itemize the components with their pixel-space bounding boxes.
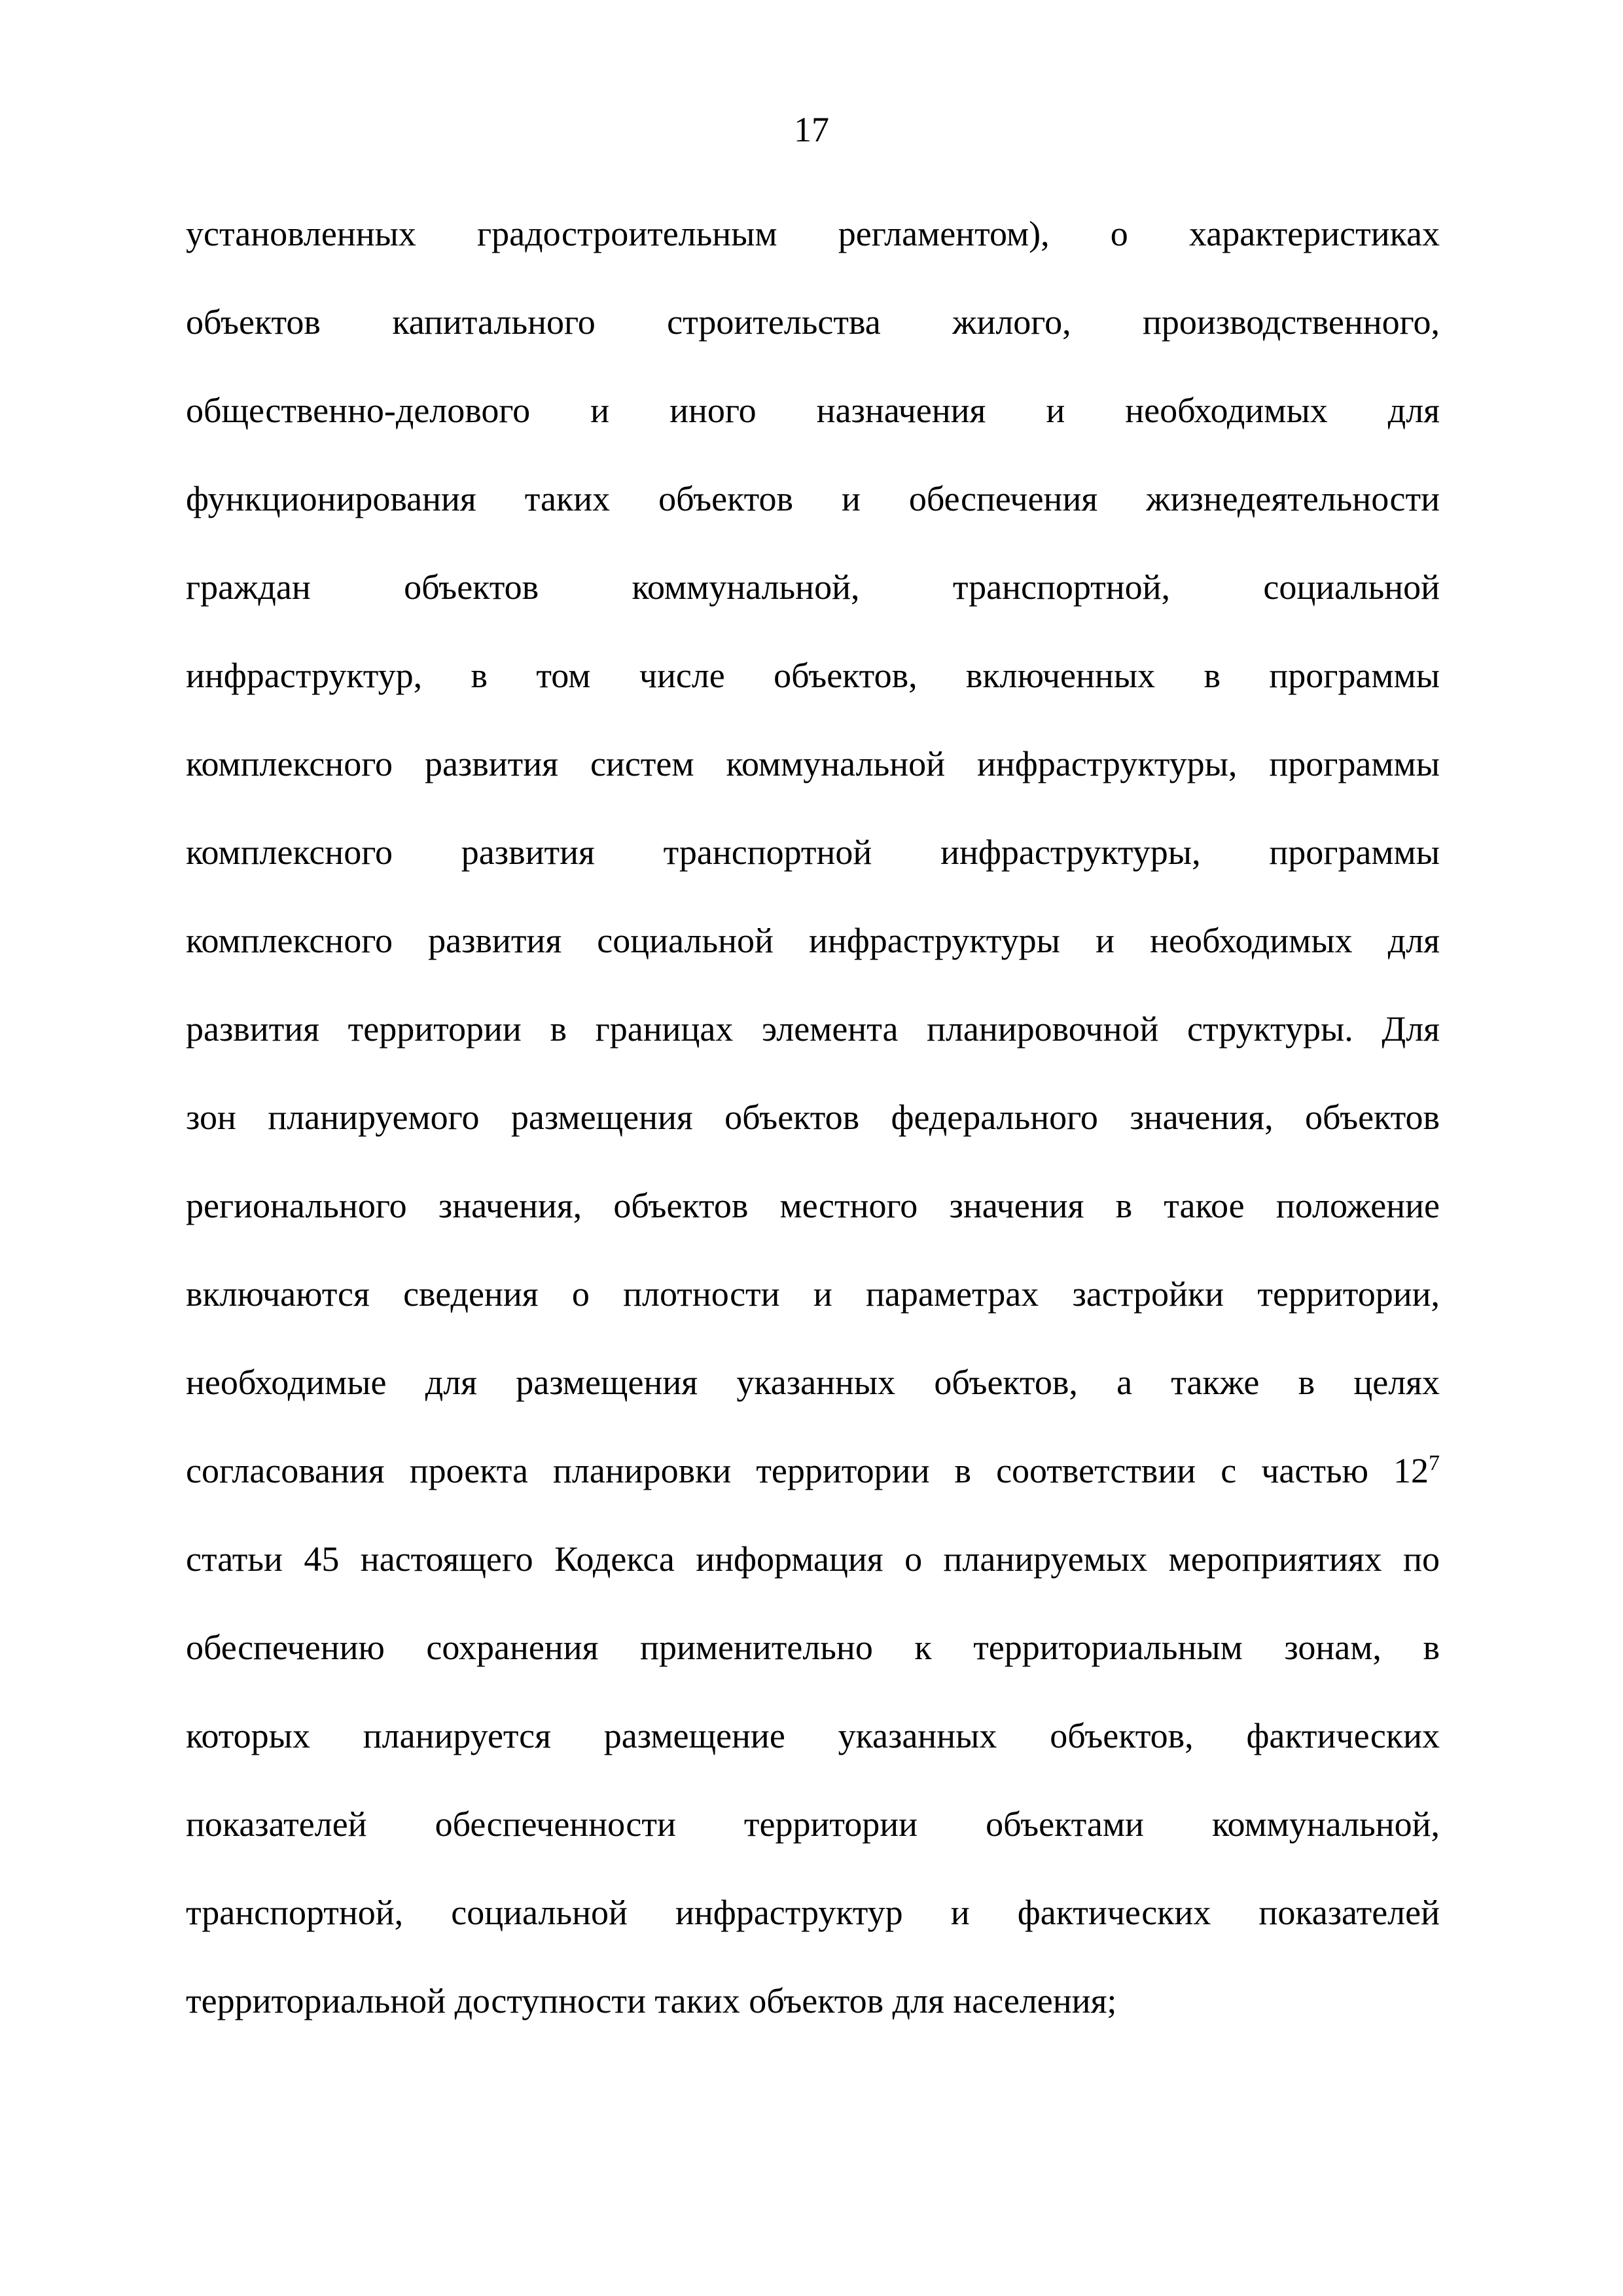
- page-number: 17: [794, 110, 829, 149]
- text-line-8: комплексного развития транспортной инфраструктуры, программы: [186, 833, 1440, 872]
- text-line-2: объектов капитального строительства жилого, производственного,: [186, 302, 1440, 342]
- body-text: [186, 190, 1440, 2045]
- superscript: 7: [1429, 1451, 1440, 1475]
- text-line-19: показателей обеспеченности территории объектами коммунальной,: [186, 1804, 1440, 1844]
- text-line-4: функционирования таких объектов и обеспечения жизнедеятельности: [186, 479, 1440, 518]
- text-line-12: регионального значения, объектов местного значения в такое положение: [186, 1186, 1440, 1225]
- text-line-10: развития территории в границах элемента планировочной структуры. Для: [186, 1009, 1440, 1049]
- text-line-14: необходимые для размещения указанных объектов, а также в целях: [186, 1363, 1440, 1402]
- text-line-15: [186, 1427, 1440, 1515]
- text-line-15-main: согласования проекта планировки территории в соответствии с частью 12: [186, 1451, 1429, 1490]
- text-line-5: граждан объектов коммунальной, транспортной, социальной: [186, 567, 1440, 607]
- text-line-13: включаются сведения о плотности и параметрах застройки территории,: [186, 1274, 1440, 1314]
- text-line-9: комплексного развития социальной инфраструктуры и необходимых для: [186, 921, 1440, 960]
- text-line-20: транспортной, социальной инфраструктур и фактических показателей: [186, 1893, 1440, 1932]
- text-line-3: общественно-делового и иного назначения и необходимых для: [186, 391, 1440, 430]
- text-line-1: установленных градостроительным регламентом), о характеристиках: [186, 214, 1440, 253]
- text-line-17: обеспечению сохранения применительно к территориальным зонам, в: [186, 1628, 1440, 1667]
- text-line-18: которых планируется размещение указанных объектов, фактических: [186, 1716, 1440, 1755]
- text-line-7: комплексного развития систем коммунальной инфраструктуры, программы: [186, 744, 1440, 783]
- text-line-21: территориальной доступности таких объектов для населения;: [186, 1981, 1117, 2020]
- text-line-11: зон планируемого размещения объектов федерального значения, объектов: [186, 1098, 1440, 1137]
- text-line-16: статьи 45 настоящего Кодекса информация о планируемых мероприятиях по: [186, 1539, 1440, 1579]
- text-line-6: инфраструктур, в том числе объектов, включенных в программы: [186, 656, 1440, 695]
